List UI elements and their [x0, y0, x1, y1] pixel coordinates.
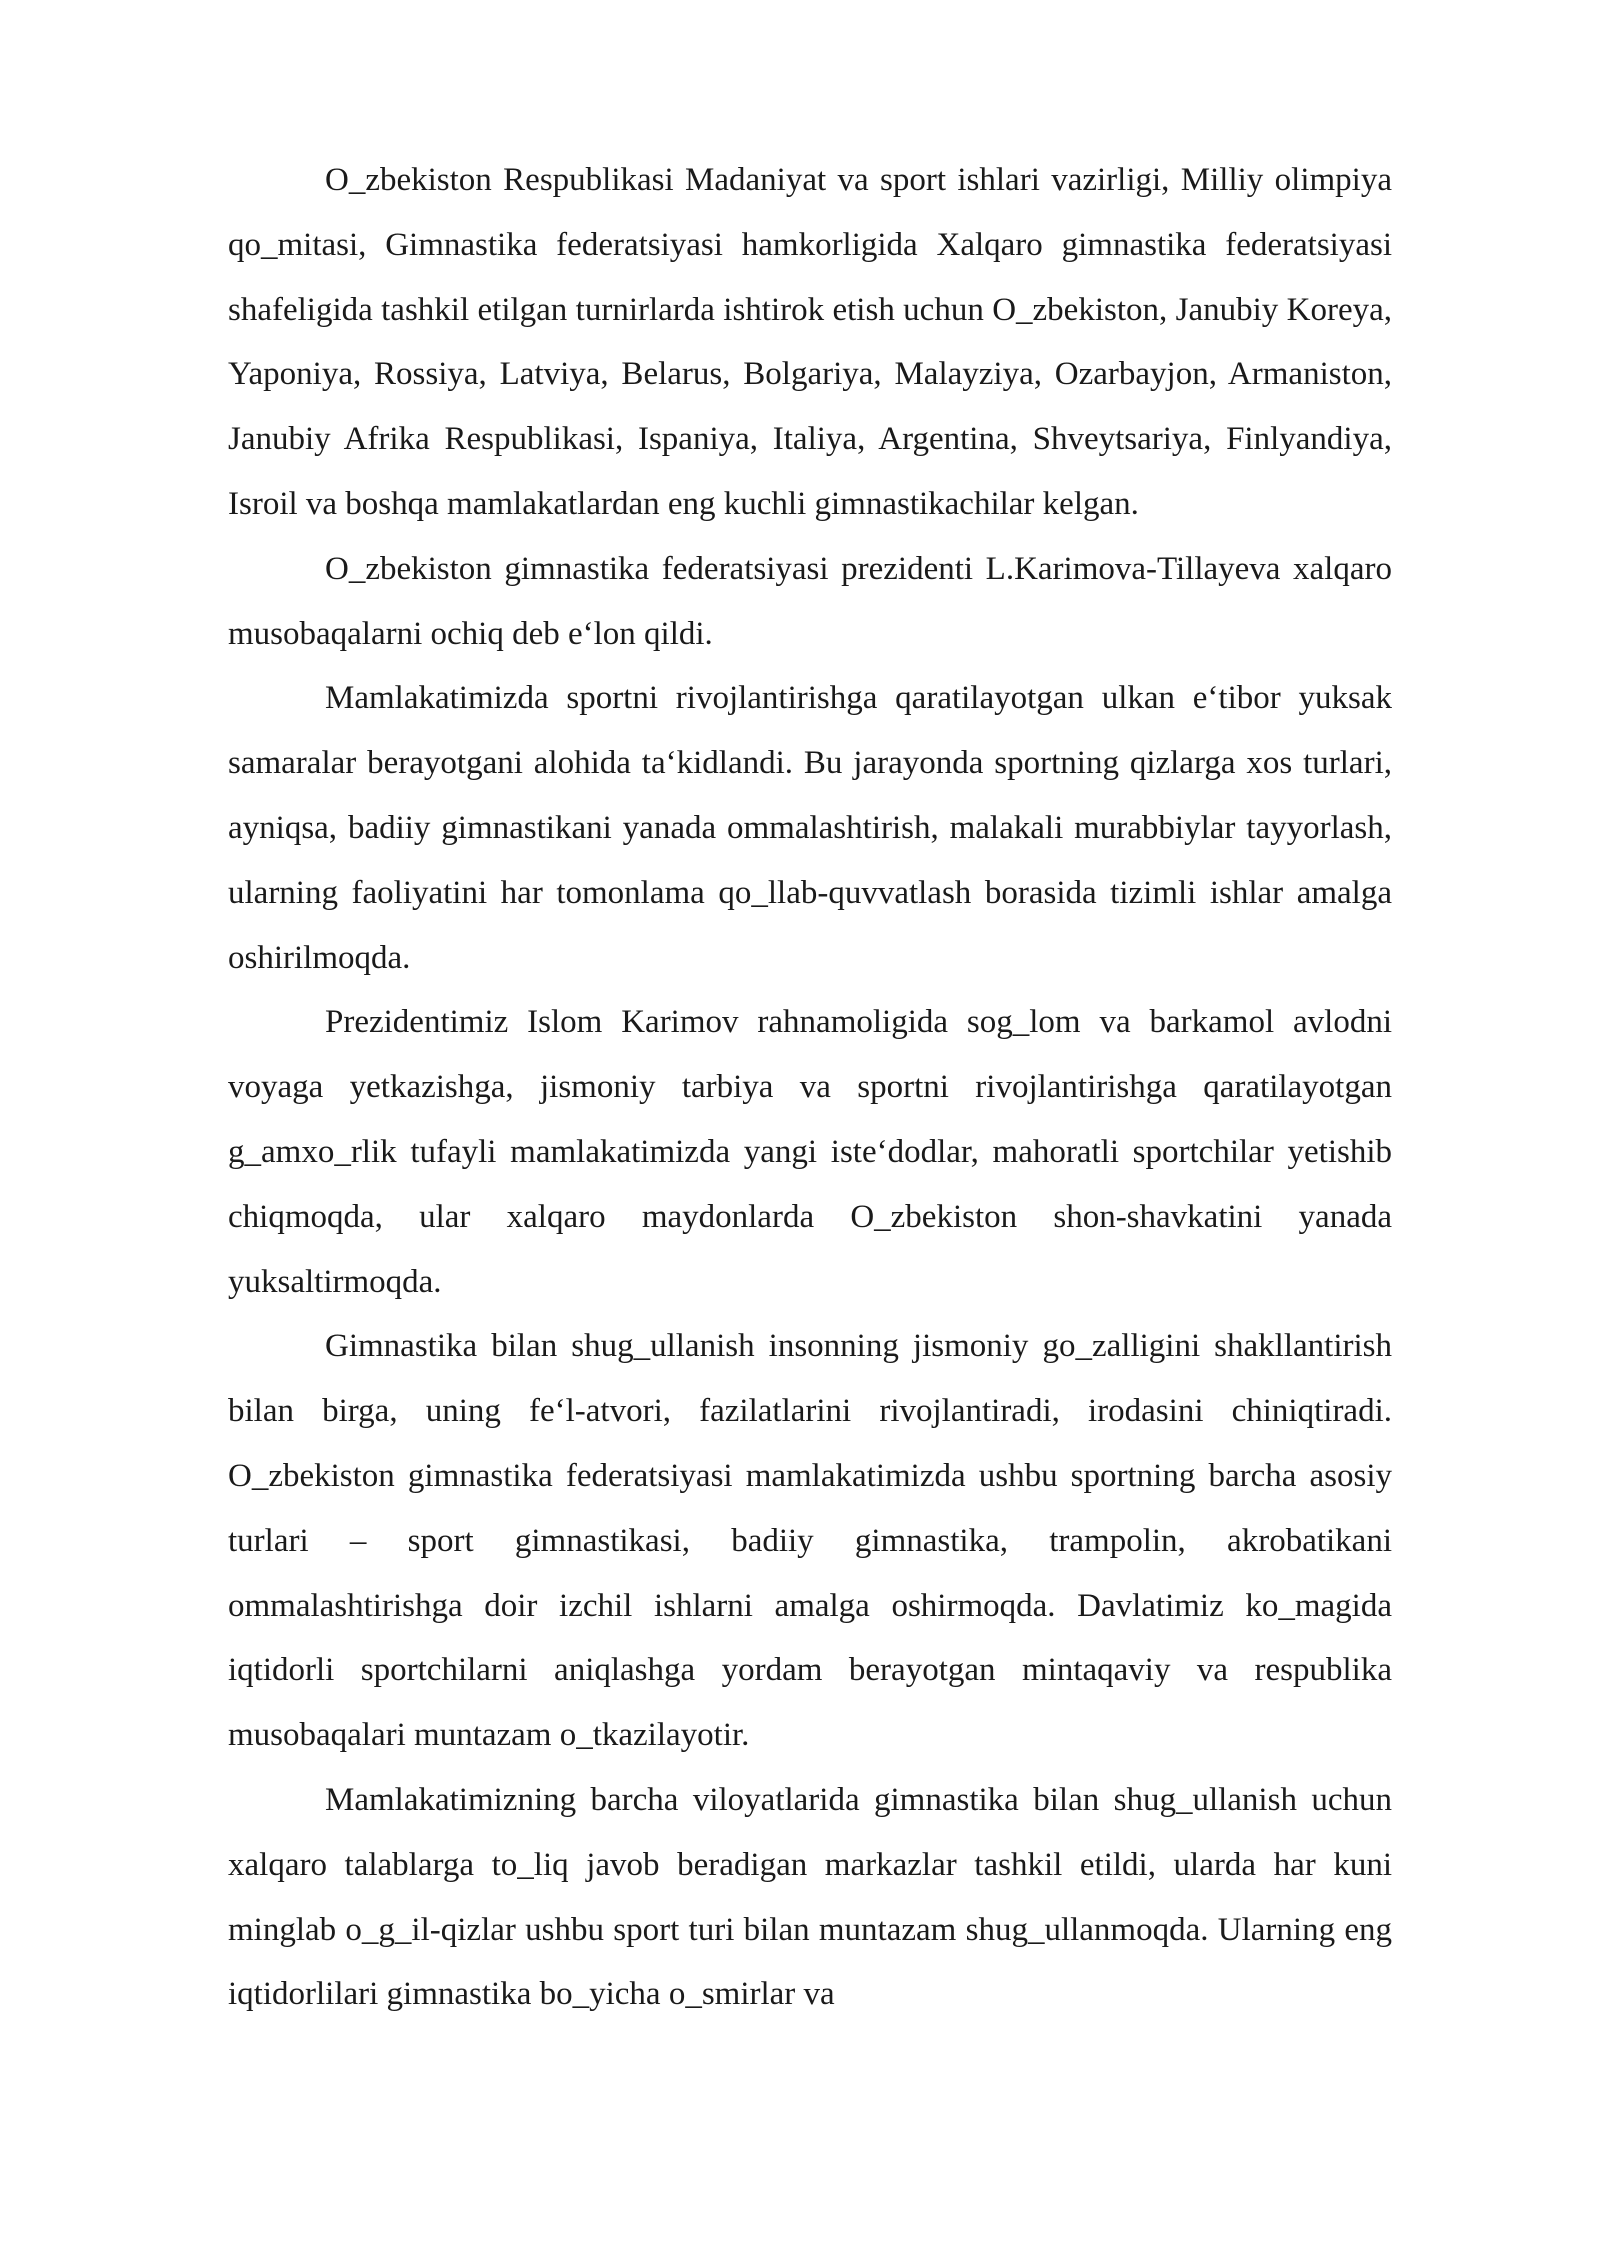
paragraph-6: Mamlakatimizning barcha viloyatlarida gimnastika bilan shug_ullanish uchun xalqaro talablarga to_liq javob beradigan markazlar tashkil etildi, ularda har kuni minglab o_g_il-qizlar ushbu sport turi bilan muntazam shug_ullanmoqda. Ularning eng iqtidorlilari gimnastika bo_yicha o_smirlar va — [228, 1781, 1392, 2013]
paragraph-1: O_zbekiston Respublikasi Madaniyat va sport ishlari vazirligi, Milliy olimpiya qo_mitasi, Gimnastika federatsiyasi hamkorligida Xalqaro gimnastika federatsiyasi shafeligida tashkil etilgan turnirlarda ishtirok etish uchun O_zbekiston, Janubiy Koreya, Yaponiya, Rossiya, Latviya, Belarus, Bolgariya, Malayziya, Ozarbayjon, Armaniston, Janubiy Afrika Respublikasi, Ispaniya, Italiya, Argentina, Shveytsariya, Finlyandiya, Isroil va boshqa mamlakatlardan eng kuchli gimnastikachilar kelgan. — [228, 162, 1392, 522]
paragraph-4: Prezidentimiz Islom Karimov rahnamoligida sog_lom va barkamol avlodni voyaga yetkazishga, jismoniy tarbiya va sportni rivojlantirishga qaratilayotgan g_amxo_rlik tufayli mamlakatimizda yangi iste‘dodlar, mahoratli sportchilar yetishib chiqmoqda, ular xalqaro maydonlarda O_zbekiston shon-shavkatini yanada yuksaltirmoqda. — [228, 1004, 1392, 1300]
paragraph-3: Mamlakatimizda sportni rivojlantirishga qaratilayotgan ulkan e‘tibor yuksak samaralar berayotgani alohida ta‘kidlandi. Bu jarayonda sportning qizlarga xos turlari, ayniqsa, badiiy gimnastikani yanada ommalashtirish, malakali murabbiylar tayyorlash, ularning faoliyatini har tomonlama qo_llab-quvvatlash borasida tizimli ishlar amalga oshirilmoqda. — [228, 680, 1392, 976]
paragraph-5: Gimnastika bilan shug_ullanish insonning jismoniy go_zalligini shakllantirish bilan birga, uning fe‘l-atvori, fazilatlarini rivojlantiradi, irodasini chiniqtiradi. O_zbekiston gimnastika federatsiyasi mamlakatimizda ushbu sportning barcha asosiy turlari – sport gimnastikasi, badiiy gimnastika, trampolin, akrobatikani ommalashtirishga doir izchil ishlarni amalga oshirmoqda. Davlatimiz ko_magida iqtidorli sportchilarni aniqlashga yordam berayotgan mintaqaviy va respublika musobaqalari muntazam o_tkazilayotir. — [228, 1328, 1392, 1754]
document-page — [228, 148, 1392, 2027]
paragraph-2: O_zbekiston gimnastika federatsiyasi prezidenti L.Karimova-Tillayeva xalqaro musobaqalarni ochiq deb e‘lon qildi. — [228, 550, 1392, 652]
